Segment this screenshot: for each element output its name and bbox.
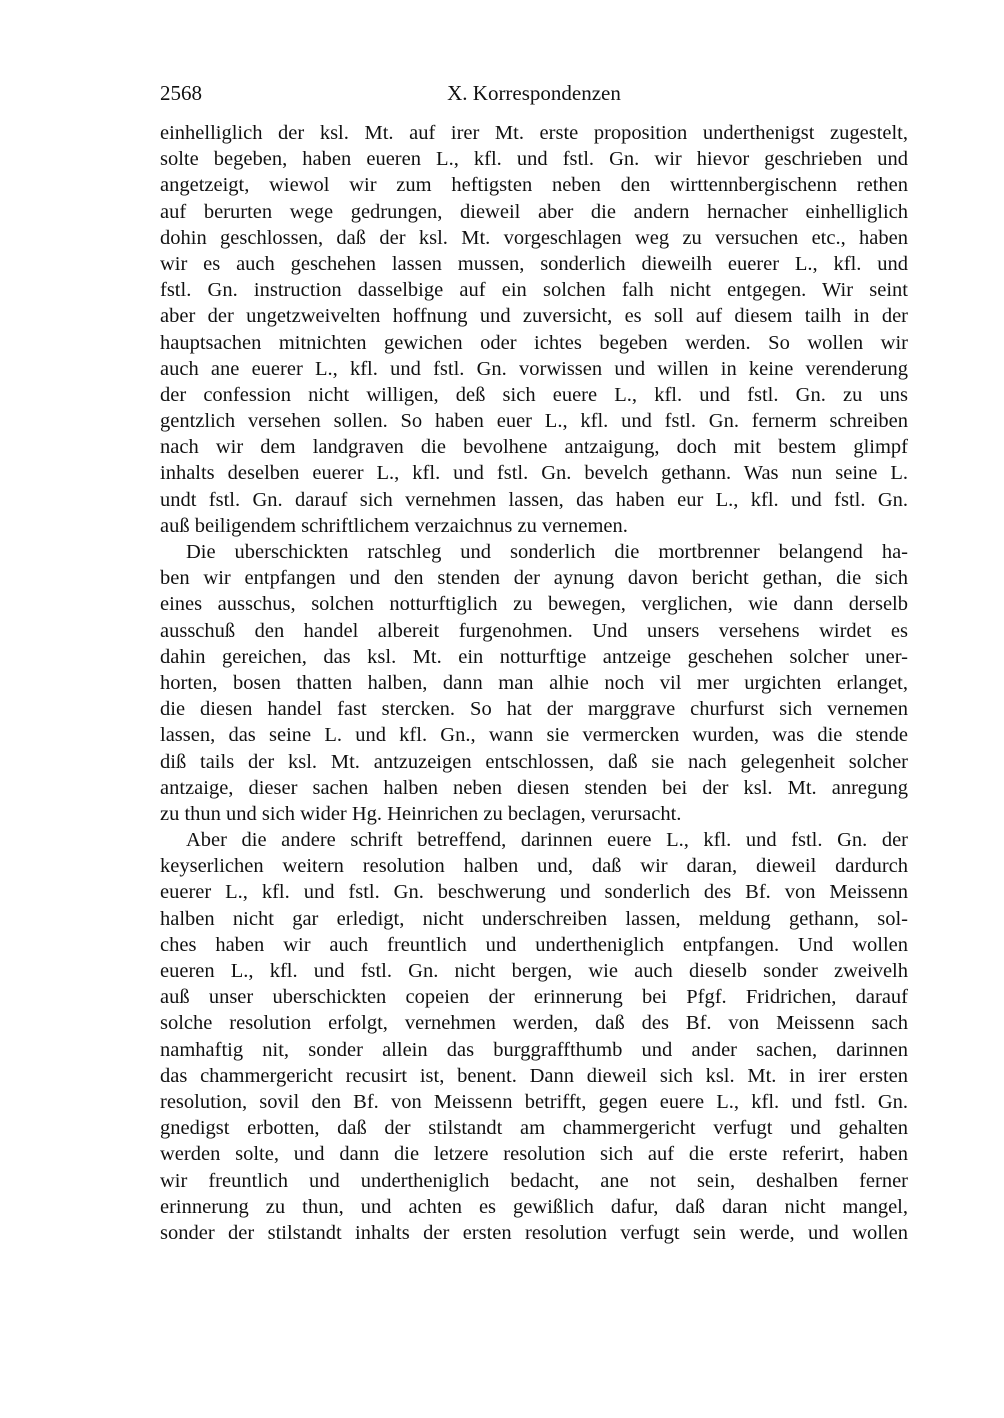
text-line: eines ausschus, solchen notturftiglich zu bewegen, verglichen, wie dann derselb bbox=[160, 593, 908, 616]
text-line: nach wir dem landgraven die bevolhene antzaigung, doch mit bestem glimpf bbox=[160, 436, 908, 459]
text-line: der confession nicht willigen, deß sich euere L., kfl. und fstl. Gn. zu uns bbox=[160, 383, 908, 406]
text-line: die diesen handel fast stercken. So hat der marggrave churfurst sich vernemen bbox=[160, 698, 908, 721]
text-line: auf berurten wege gedrungen, dieweil aber die andern hernacher einhelliglich bbox=[160, 200, 908, 223]
text-line: gentzlich versehen sollen. So haben euer L., kfl. und fstl. Gn. fernerm schreiben bbox=[160, 410, 908, 433]
text-line: undt fstl. Gn. darauf sich vernehmen lassen, das haben eur L., kfl. und fstl. Gn. bbox=[160, 488, 908, 511]
text-line: dohin geschlossen, daß der ksl. Mt. vorgeschlagen weg zu versuchen etc., haben bbox=[160, 226, 908, 249]
text-line: lassen, das seine L. und kfl. Gn., wann sie vermercken wurden, was die stende bbox=[160, 724, 908, 747]
paragraph bbox=[160, 120, 908, 539]
text-line: wir freuntlich und undertheniglich bedacht, ane not sein, deshalben ferner bbox=[160, 1169, 908, 1192]
text-line: ches haben wir auch freuntlich und undertheniglich entpfangen. Und wollen bbox=[160, 933, 908, 956]
text-line: ben wir entpfangen und den stenden der aynung davon bericht gethan, die sich bbox=[160, 567, 908, 590]
text-line: sonder der stilstandt inhalts der ersten resolution verfugt sein werde, und wollen bbox=[160, 1221, 908, 1244]
text-line: halben nicht gar erledigt, nicht underschreiben lassen, meldung gethann, sol- bbox=[160, 907, 908, 930]
text-line: auß unser uberschickten copeien der erinnerung bei Pfgf. Fridrichen, darauf bbox=[160, 986, 908, 1009]
text-line: euerer L., kfl. und fstl. Gn. beschwerung und sonderlich des Bf. von Meissenn bbox=[160, 881, 908, 904]
text-line: zu thun und sich wider Hg. Heinrichen zu beclagen, verursacht. bbox=[160, 802, 682, 825]
text-line: gnedigst erbotten, daß der stilstandt am chammergericht verfugt und gehalten bbox=[160, 1117, 908, 1140]
text-line: einhelliglich der ksl. Mt. auf irer Mt. erste proposition underthenigst zugestelt, bbox=[160, 122, 908, 144]
text-line: keyserlichen weitern resolution halben und, daß wir daran, dieweil dardurch bbox=[160, 855, 908, 878]
text-line: dahin gereichen, das ksl. Mt. ein notturftige antzeige geschehen solcher uner- bbox=[160, 645, 908, 668]
text-line: horten, bosen thatten halben, dann man alhie noch vil mer urgichten erlanget, bbox=[160, 671, 908, 694]
text-line: angetzeigt, wiewol wir zum heftigsten neben den wirttennbergischenn rethen bbox=[160, 174, 908, 197]
text-line: resolution, sovil den Bf. von Meissenn betrifft, gegen euere L., kfl. und fstl. Gn. bbox=[160, 1090, 908, 1113]
text-line: wir es auch geschehen lassen mussen, sonderlich dieweilh euerer L., kfl. und bbox=[160, 252, 908, 275]
text-line: antzaige, dieser sachen halben neben diesen stenden bei der ksl. Mt. anregung bbox=[160, 776, 908, 799]
running-head bbox=[160, 78, 908, 108]
text-line: das chammergericht recusirt ist, benent. Dann dieweil sich ksl. Mt. in irer ersten bbox=[160, 1064, 908, 1087]
text-line: solte begeben, haben eueren L., kfl. und fstl. Gn. wir hievor geschrieben und bbox=[160, 148, 908, 171]
text-line: hauptsachen mitnichten gewichen oder ichtes begeben werden. So wollen wir bbox=[160, 331, 908, 354]
text-line: erinnerung zu thun, und achten es gewißlich dafur, daß daran nicht mangel, bbox=[160, 1195, 908, 1218]
text-line: auß beiligendem schriftlichem verzaichnus zu vernemen. bbox=[160, 514, 628, 537]
text-line: solche resolution erfolgt, vernehmen werden, daß des Bf. von Meissenn sach bbox=[160, 1012, 908, 1035]
text-line: fstl. Gn. instruction dasselbige auf ein solchen falh nicht entgegen. Wir seint bbox=[160, 279, 908, 302]
text-line: ausschuß den handel albereit furgenohmen. Und unsers versehens wirdet es bbox=[160, 619, 908, 642]
paragraph bbox=[160, 827, 908, 1246]
text-line: Die uberschickten ratschleg und sonderlich die mortbrenner belangend ha- bbox=[186, 541, 908, 563]
text-line: diß tails der ksl. Mt. antzuzeigen entschlossen, daß sie nach gelegenheit solcher bbox=[160, 750, 908, 773]
page-number: 2568 bbox=[160, 81, 202, 105]
text-line: aber der ungetzweivelten hoffnung und zuversicht, es soll auf diesem tailh in der bbox=[160, 305, 908, 328]
text-line: Aber die andere schrift betreffend, darinnen euere L., kfl. und fstl. Gn. der bbox=[186, 829, 908, 852]
text-line: auch ane euerer L., kfl. und fstl. Gn. vorwissen und willen in keine verenderung bbox=[160, 357, 908, 380]
body-text bbox=[160, 120, 908, 1246]
section-title: X. Korrespondenzen bbox=[447, 81, 621, 105]
text-line: eueren L., kfl. und fstl. Gn. nicht bergen, wie auch dieselb sonder zweivelh bbox=[160, 960, 908, 982]
paragraph bbox=[160, 539, 908, 827]
text-line: namhaftig nit, sonder allein das burggraffthumb und ander sachen, darinnen bbox=[160, 1038, 908, 1061]
text-line: werden solte, und dann die letzere resolution sich auf die erste referirt, haben bbox=[160, 1143, 908, 1166]
text-line: inhalts deselben euerer L., kfl. und fstl. Gn. bevelch gethann. Was nun seine L. bbox=[160, 462, 908, 485]
